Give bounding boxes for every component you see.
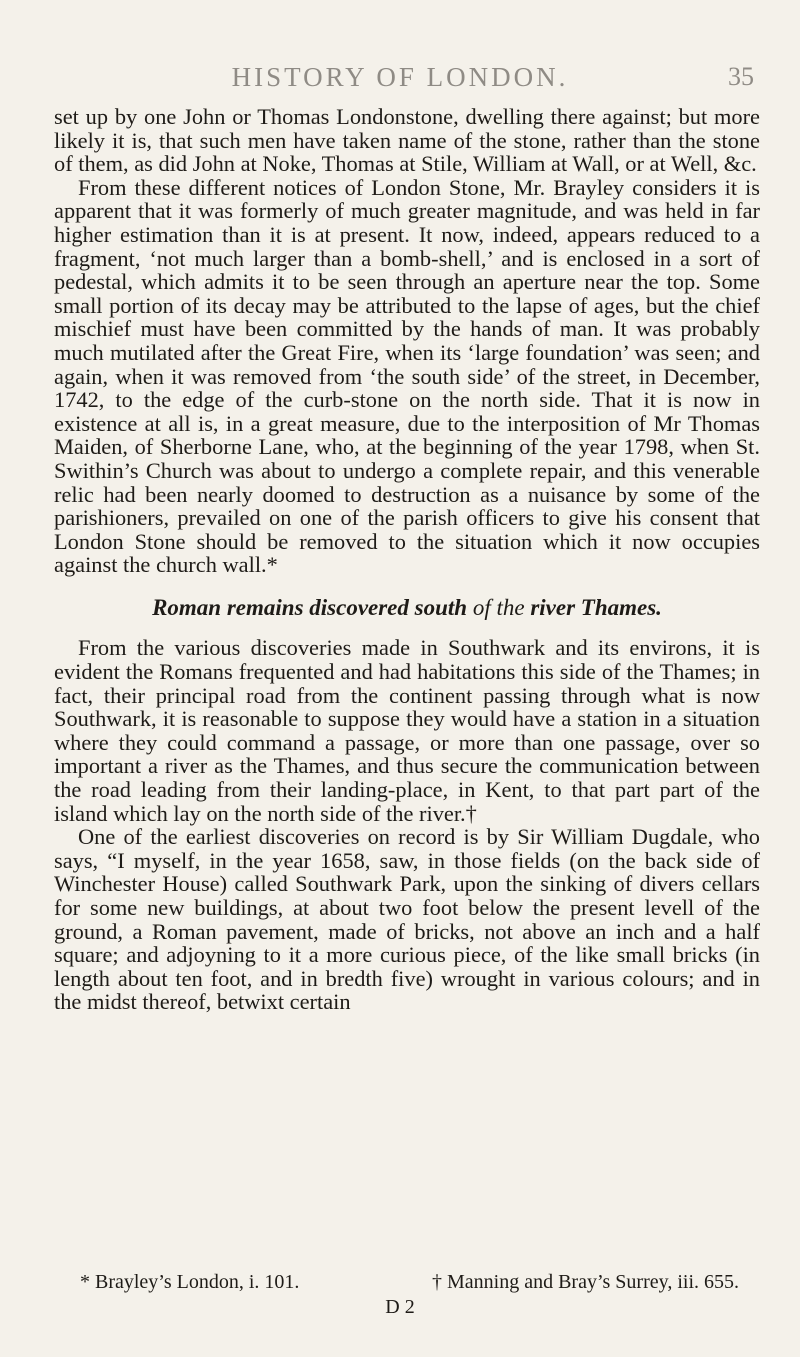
- paragraph-4: One of the earliest discoveries on record is by Sir William Dugdale, who says, “I myself, in the year 1658, saw, in those fields (on the back side of Winchester House) called Southwark Park, upon the sinking of divers cellars for some new buildings, at about two foot below the present levell of the ground, a Roman pavement, made of bricks, not above an inch and a half square; and adjoyning to it a more curious piece, of the like small bricks (in length about ten foot, and in bredth five) wrought in various colours; and in the midst thereof, betwixt certain: [54, 824, 760, 1015]
- section-heading-part-2: of the: [472, 594, 525, 620]
- footnote-star: * Brayley’s London, i. 101.: [80, 1271, 300, 1293]
- running-title: HISTORY OF LONDON.: [231, 62, 569, 92]
- page-number: 35: [728, 62, 754, 91]
- paragraph-2: From these different notices of London Stone, Mr. Brayley considers it is apparent that it was formerly of much greater magnitude, and was held in far higher estimation than it is at present. It now, indeed, appears reduced to a fragment, ‘not much larger than a bomb-shell,’ and is enclosed in a sort of pedestal, which admits it to be seen through an aperture near the top. Some small portion of its decay may be attributed to the lapse of ages, but the chief mischief must have been committed by the hands of man. It was probably much mutilated after the Great Fire, when its ‘large foundation’ was seen; and again, when it was removed from ‘the south side’ of the street, in December, 1742, to the edge of the curb-stone on the north side. That it is now in existence at all is, in a great measure, due to the interposition of Mr Thomas Maiden, of Sherborne Lane, who, at the beginning of the year 1798, when St. Swithin’s Church was about to undergo a complete repair, and this venerable relic had been nearly doomed to destruction as a nuisance by some of the parishioners, prevailed on one of the parish officers to give his consent that London Stone should be removed to the situation which it now occupies against the church wall.*: [54, 174, 760, 578]
- paragraph-1: set up by one John or Thomas Londonstone, dwelling there against; but more likely it is, that such men have taken name of the stone, rather than the stone of them, as did John at Noke, Thomas at Stile, William at Wall, or at Well, &c.: [54, 104, 760, 177]
- section-heading: [54, 596, 760, 620]
- footnote-dagger: † Manning and Bray’s Surrey, iii. 655.: [432, 1271, 740, 1293]
- signature-mark: D 2: [385, 1296, 415, 1318]
- paragraph-3: From the various discoveries made in Southwark and its environs, it is evident the Romans frequented and had habitations this side of the Thames; in fact, their principal road from the continent passing through what is now Southwark, it is reasonable to suppose they would have a station in a situation where they could command a passage, or more than one passage, over so important a river as the Thames, and thus secure the communication between the road leading from their landing-place, in Kent, to that part part of the island which lay on the north side of the river.†: [54, 635, 760, 826]
- body-text: [54, 105, 760, 1014]
- running-head: [0, 62, 800, 98]
- section-heading-part-1: Roman remains discovered south: [152, 594, 468, 620]
- section-heading-part-3: river Thames.: [530, 594, 662, 620]
